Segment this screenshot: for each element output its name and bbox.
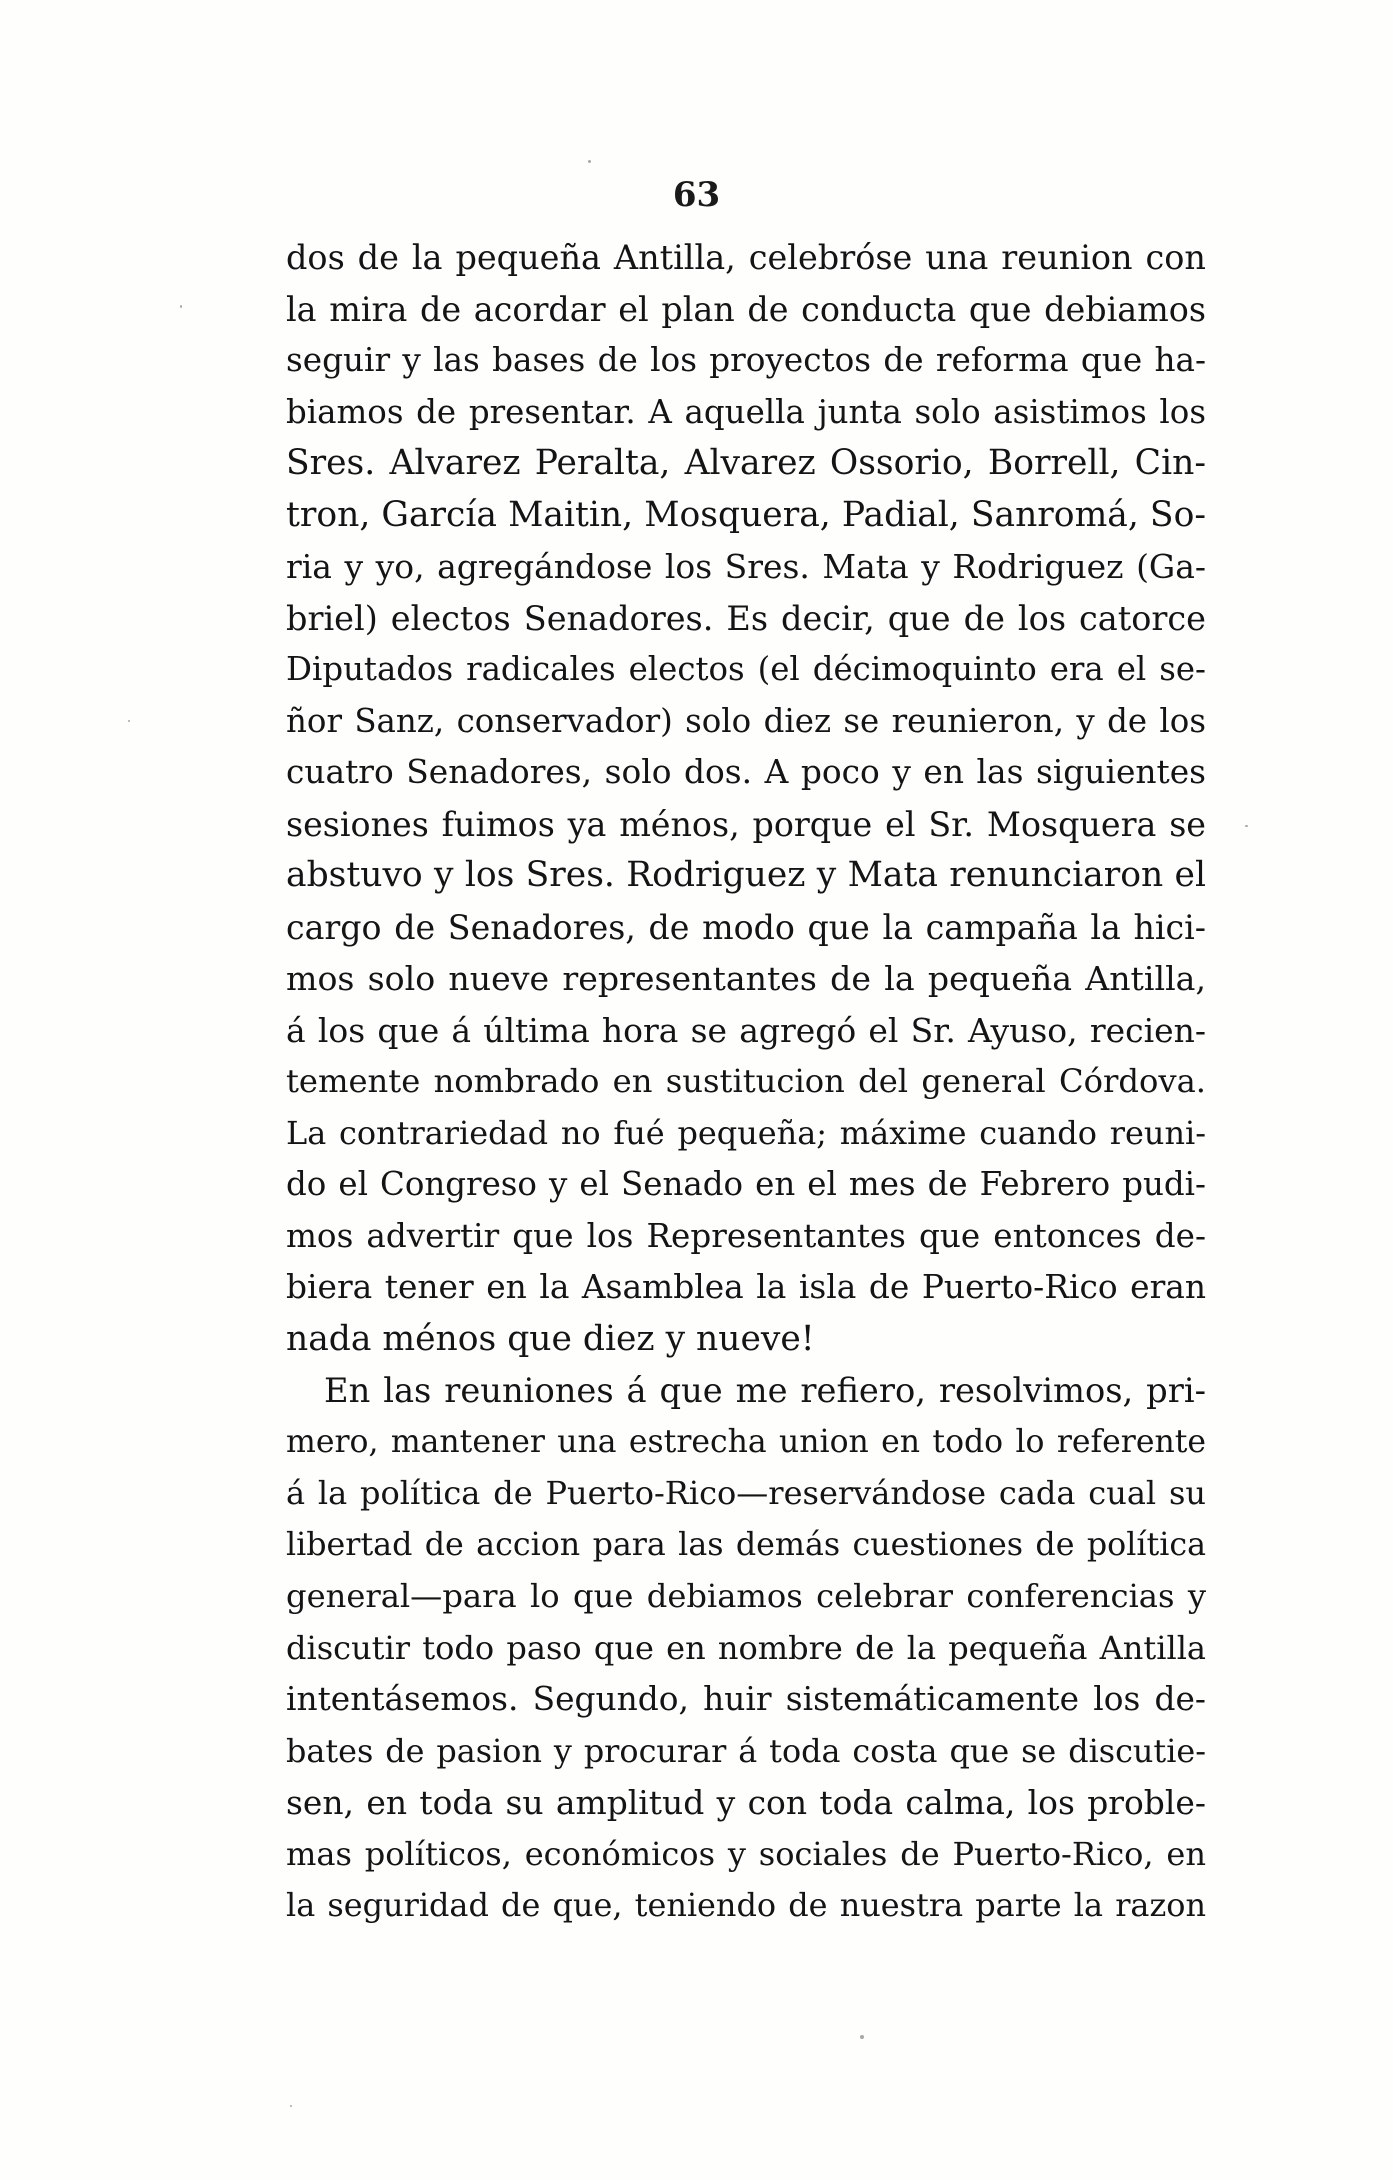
text-line: briel) electos Senadores. Es decir, que de los catorce bbox=[286, 598, 1206, 638]
text-line: bates de pasion y procurar á toda costa que se discutie- bbox=[286, 1731, 1206, 1770]
text-line: cargo de Senadores, de modo que la campaña la hici- bbox=[286, 907, 1206, 947]
text-line: la mira de acordar el plan de conducta que debiamos bbox=[286, 289, 1206, 329]
text-line: biamos de presentar. A aquella junta solo asistimos los bbox=[286, 392, 1206, 431]
text-line: ñor Sanz, conservador) solo diez se reunieron, y de los bbox=[286, 701, 1206, 740]
text-line: Diputados radicales electos (el décimoquinto era el se- bbox=[286, 650, 1206, 688]
text-line: ria y yo, agregándose los Sres. Mata y Rodriguez (Ga- bbox=[286, 547, 1206, 586]
text-line: dos de la pequeña Antilla, celebróse una reunion con bbox=[286, 238, 1206, 277]
text-line: libertad de accion para las demás cuestiones de política bbox=[286, 1526, 1206, 1563]
page-number: 63 bbox=[672, 175, 721, 215]
text-line: sen, en toda su amplitud y con toda calma, los proble- bbox=[286, 1783, 1206, 1822]
text-line: abstuvo y los Sres. Rodriguez y Mata renunciaron el bbox=[286, 855, 1206, 895]
paper-speck bbox=[290, 2105, 292, 2107]
body-text bbox=[286, 232, 1206, 1932]
text-line: seguir y las bases de los proyectos de reforma que ha- bbox=[286, 341, 1206, 379]
text-line: mas políticos, económicos y sociales de Puerto-Rico, en bbox=[286, 1834, 1206, 1873]
text-line: La contrariedad no fué pequeña; máxime cuando reuni- bbox=[286, 1113, 1206, 1152]
paper-speck bbox=[180, 305, 182, 308]
text-line: temente nombrado en sustitucion del general Córdova. bbox=[286, 1062, 1206, 1100]
text-line: general—para lo que debiamos celebrar conferencias y bbox=[286, 1577, 1206, 1615]
paper-speck bbox=[1245, 825, 1248, 827]
text-line: biera tener en la Asamblea la isla de Puerto-Rico eran bbox=[286, 1268, 1206, 1306]
text-line: á los que á última hora se agregó el Sr. Ayuso, recien- bbox=[286, 1010, 1206, 1050]
text-line: cuatro Senadores, solo dos. A poco y en las siguientes bbox=[286, 753, 1206, 791]
text-line: discutir todo paso que en nombre de la pequeña Antilla bbox=[286, 1628, 1206, 1667]
text-line: mos advertir que los Representantes que entonces de- bbox=[286, 1216, 1206, 1255]
paper-speck bbox=[588, 160, 591, 163]
text-line: Sres. Alvarez Peralta, Alvarez Ossorio, Borrell, Cin- bbox=[286, 443, 1206, 483]
text-line: intentásemos. Segundo, huir sistemáticamente los de- bbox=[286, 1680, 1206, 1718]
text-line: la seguridad de que, teniendo de nuestra parte la razon bbox=[286, 1886, 1206, 1924]
paragraph-end-line: nada ménos que diez y nueve! bbox=[286, 1318, 815, 1359]
text-line: mos solo nueve representantes de la pequeña Antilla, bbox=[286, 959, 1206, 998]
text-line: tron, García Maitin, Mosquera, Padial, Sanromá, So- bbox=[286, 494, 1206, 535]
text-line: do el Congreso y el Senado en el mes de Febrero pudi- bbox=[286, 1165, 1206, 1203]
paper-speck bbox=[860, 2035, 864, 2039]
paragraph-start-line: En las reuniones á que me refiero, resolvimos, pri- bbox=[324, 1371, 1206, 1410]
text-line: sesiones fuimos ya ménos, porque el Sr. Mosquera se bbox=[286, 804, 1206, 844]
paper-speck bbox=[128, 720, 130, 722]
text-line: mero, mantener una estrecha union en todo lo referente bbox=[286, 1423, 1206, 1460]
text-line: á la política de Puerto-Rico—reservándose cada cual su bbox=[286, 1474, 1206, 1512]
